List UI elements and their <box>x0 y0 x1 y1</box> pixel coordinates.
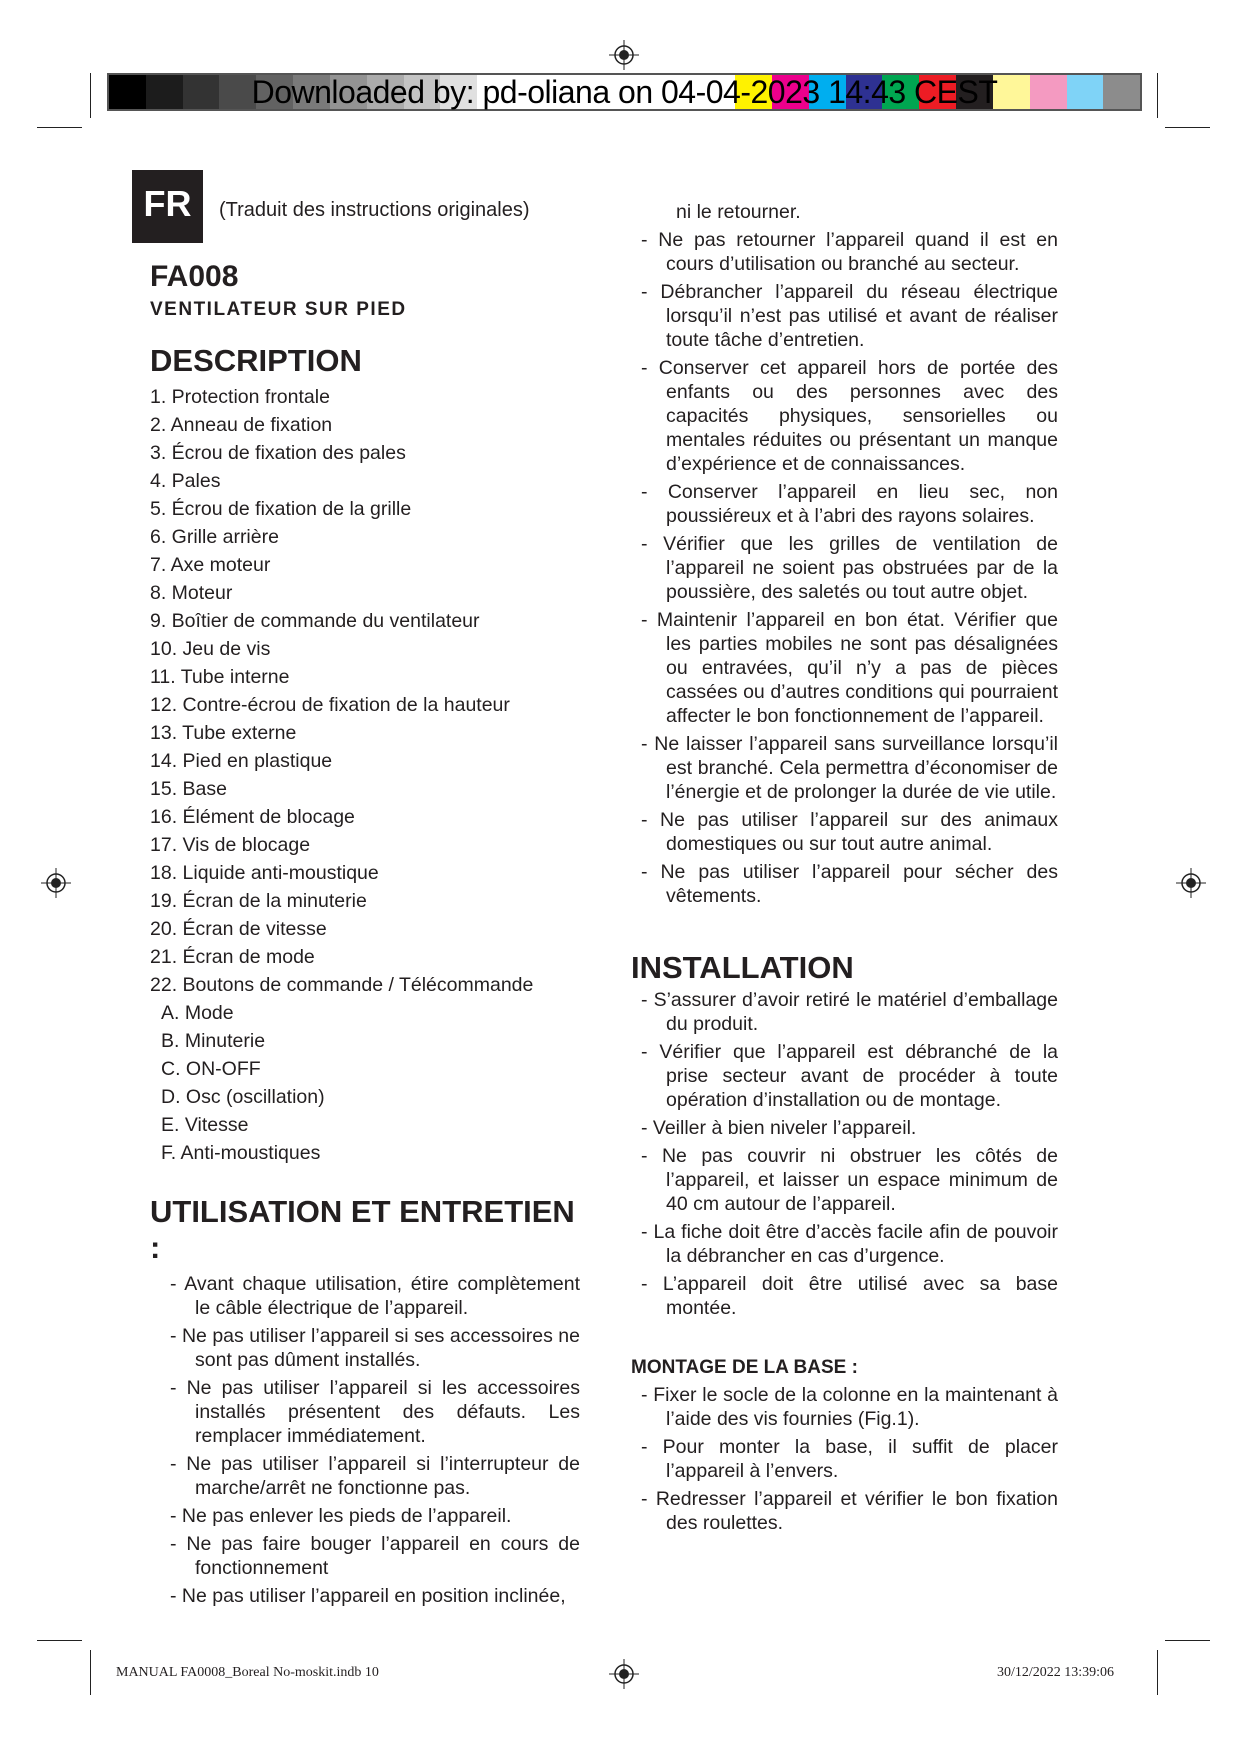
list-item: 17. Vis de blocage <box>150 834 311 856</box>
crop-mark <box>37 127 82 128</box>
registration-mark-icon <box>609 40 639 70</box>
crop-mark <box>1157 1650 1158 1695</box>
usage-list <box>150 1272 580 1608</box>
usage-title: UTILISATION ET ENTRETIEN : <box>150 1194 575 1265</box>
list-item: - Fixer le socle de la colonne en la maintenant à l’aide des vis fournies (Fig.1). <box>641 1384 1058 1430</box>
list-item: - Avant chaque utilisation, étire complètement le câble électrique de l’appareil. <box>170 1273 580 1319</box>
list-item: - Ne pas utiliser l’appareil si les accessoires installés présentent des défauts. Les remplacer immédiatement. <box>170 1377 580 1447</box>
list-item: 5. Écrou de fixation de la grille <box>150 498 412 520</box>
list-item: - Ne pas utiliser l’appareil pour sécher des vêtements. <box>641 861 1058 907</box>
list-item: - Veiller à bien niveler l’appareil. <box>641 1117 917 1139</box>
controls-list <box>150 999 590 1167</box>
installation-list <box>631 988 1058 1320</box>
list-item: - Vérifier que l’appareil est débranché de la prise secteur avant de procéder à toute opération d’installation ou de montage. <box>641 1041 1058 1111</box>
list-item: 18. Liquide anti-moustique <box>150 862 379 884</box>
list-item: C. ON-OFF <box>161 1058 261 1080</box>
list-item: 22. Boutons de commande / Télécommande <box>150 974 534 996</box>
usage-continued <box>631 200 1058 912</box>
list-item: 19. Écran de la minuterie <box>150 890 367 912</box>
list-item: - Ne pas utiliser l’appareil si ses accessoires ne sont pas dûment installés. <box>170 1325 580 1371</box>
installation-section <box>631 950 1058 1324</box>
list-item: - Redresser l’appareil et vérifier le bon fixation des roulettes. <box>641 1488 1058 1534</box>
list-item: 15. Base <box>150 778 227 800</box>
product-name: VENTILATEUR SUR PIED <box>150 299 407 320</box>
list-item: 6. Grille arrière <box>150 526 279 548</box>
list-item: 12. Contre-écrou de fixation de la hauteur <box>150 694 510 716</box>
list-item: - Pour monter la base, il suffit de placer l’appareil à l’envers. <box>641 1436 1058 1482</box>
registration-mark-icon <box>41 868 71 898</box>
list-item: A. Mode <box>161 1002 234 1024</box>
list-item: 20. Écran de vitesse <box>150 918 327 940</box>
list-item: - Ne pas utiliser l’appareil si l’interrupteur de marche/arrêt ne fonctionne pas. <box>170 1453 580 1499</box>
model-number: FA008 <box>150 260 239 293</box>
list-item: 21. Écran de mode <box>150 946 315 968</box>
list-item: F. Anti-moustiques <box>161 1142 321 1164</box>
list-item: - Ne pas utiliser l’appareil sur des animaux domestiques ou sur tout autre animal. <box>641 809 1058 855</box>
list-item: 4. Pales <box>150 470 221 492</box>
list-item: 7. Axe moteur <box>150 554 271 576</box>
base-assembly-list <box>631 1383 1058 1535</box>
list-item: - Conserver cet appareil hors de portée des enfants ou des personnes avec des capacités physiques, sensorielles ou mentales réduites ou présentant un manque d’expérience et de connaissances. <box>641 357 1058 475</box>
list-item: - La fiche doit être d’accès facile afin de pouvoir la débrancher en cas d’urgence. <box>641 1221 1058 1267</box>
list-item: - Vérifier que les grilles de ventilation de l’appareil ne soient pas obstruées par de la poussière, des saletés ou tout autre objet. <box>641 533 1058 603</box>
list-item: 9. Boîtier de commande du ventilateur <box>150 610 480 632</box>
list-item: E. Vitesse <box>161 1114 249 1136</box>
list-item: - Débrancher l’appareil du réseau électrique lorsqu’il n’est pas utilisé et avant de réaliser toute tâche d’entretien. <box>641 281 1058 351</box>
usage-list-continued <box>631 228 1058 908</box>
list-item: 16. Élément de blocage <box>150 806 355 828</box>
list-item: 1. Protection frontale <box>150 386 330 408</box>
crop-mark <box>1165 127 1210 128</box>
crop-mark <box>90 73 91 118</box>
list-item: - S’assurer d’avoir retiré le matériel d’emballage du produit. <box>641 989 1058 1035</box>
crop-mark <box>1165 1640 1210 1641</box>
list-item: D. Osc (oscillation) <box>161 1086 325 1108</box>
list-item: B. Minuterie <box>161 1030 266 1052</box>
language-badge: FR <box>132 170 203 243</box>
list-item: - Ne pas couvrir ni obstruer les côtés de l’appareil, et laisser un espace minimum de 40 cm autour de l’appareil. <box>641 1145 1058 1215</box>
crop-mark <box>37 1640 82 1641</box>
crop-mark <box>90 1650 91 1695</box>
list-item: - Maintenir l’appareil en bon état. Vérifier que les parties mobiles ne sont pas désalignées ou entravées, qu’il n’y a pas de pièces cassées ou d’autres conditions qui pourraient affecter le bon fonctionnement de l’appareil. <box>641 609 1058 727</box>
crop-mark <box>1157 73 1158 118</box>
footer-timestamp: 30/12/2022 13:39:06 <box>997 1665 1115 1680</box>
installation-title: INSTALLATION <box>631 950 854 985</box>
list-item: 11. Tube interne <box>150 666 290 688</box>
list-item: - Ne pas enlever les pieds de l’appareil. <box>170 1505 512 1527</box>
list-item: 10. Jeu de vis <box>150 638 271 660</box>
registration-mark-icon <box>1176 868 1206 898</box>
parts-list <box>150 383 590 999</box>
list-item: - Ne pas retourner l’appareil quand il est en cours d’utilisation ou branché au secteur. <box>641 229 1058 275</box>
list-item: 2. Anneau de fixation <box>150 414 333 436</box>
list-item: - L’appareil doit être utilisé avec sa base montée. <box>641 1273 1058 1319</box>
registration-mark-icon <box>609 1659 639 1689</box>
list-item: - Conserver l’appareil en lieu sec, non poussiéreux et à l’abri des rayons solaires. <box>641 481 1058 527</box>
list-item: - Ne pas utiliser l’appareil en position inclinée, <box>170 1585 566 1607</box>
download-banner: Downloaded by: pd-oliana on 04-04-2023 14:43 CEST <box>251 74 998 110</box>
list-item: 3. Écrou de fixation des pales <box>150 442 406 464</box>
continuation-text: ni le retourner. <box>676 201 801 223</box>
list-item: - Ne laisser l’appareil sans surveillance lorsqu’il est branché. Cela permettra d’économiser de l’énergie et de prolonger la durée de vie utile. <box>641 733 1058 803</box>
list-item: 13. Tube externe <box>150 722 297 744</box>
translation-note: (Traduit des instructions originales) <box>219 199 530 221</box>
usage-section <box>150 1194 580 1612</box>
base-assembly-title: MONTAGE DE LA BASE : <box>631 1357 858 1378</box>
list-item: 8. Moteur <box>150 582 233 604</box>
list-item: - Ne pas faire bouger l’appareil en cours de fonctionnement <box>170 1533 580 1579</box>
description-section <box>150 343 590 1167</box>
description-title: DESCRIPTION <box>150 343 362 378</box>
base-assembly-section <box>631 1357 1058 1539</box>
list-item: 14. Pied en plastique <box>150 750 333 772</box>
footer-file: MANUAL FA0008_Boreal No-moskit.indb 10 <box>116 1665 379 1680</box>
